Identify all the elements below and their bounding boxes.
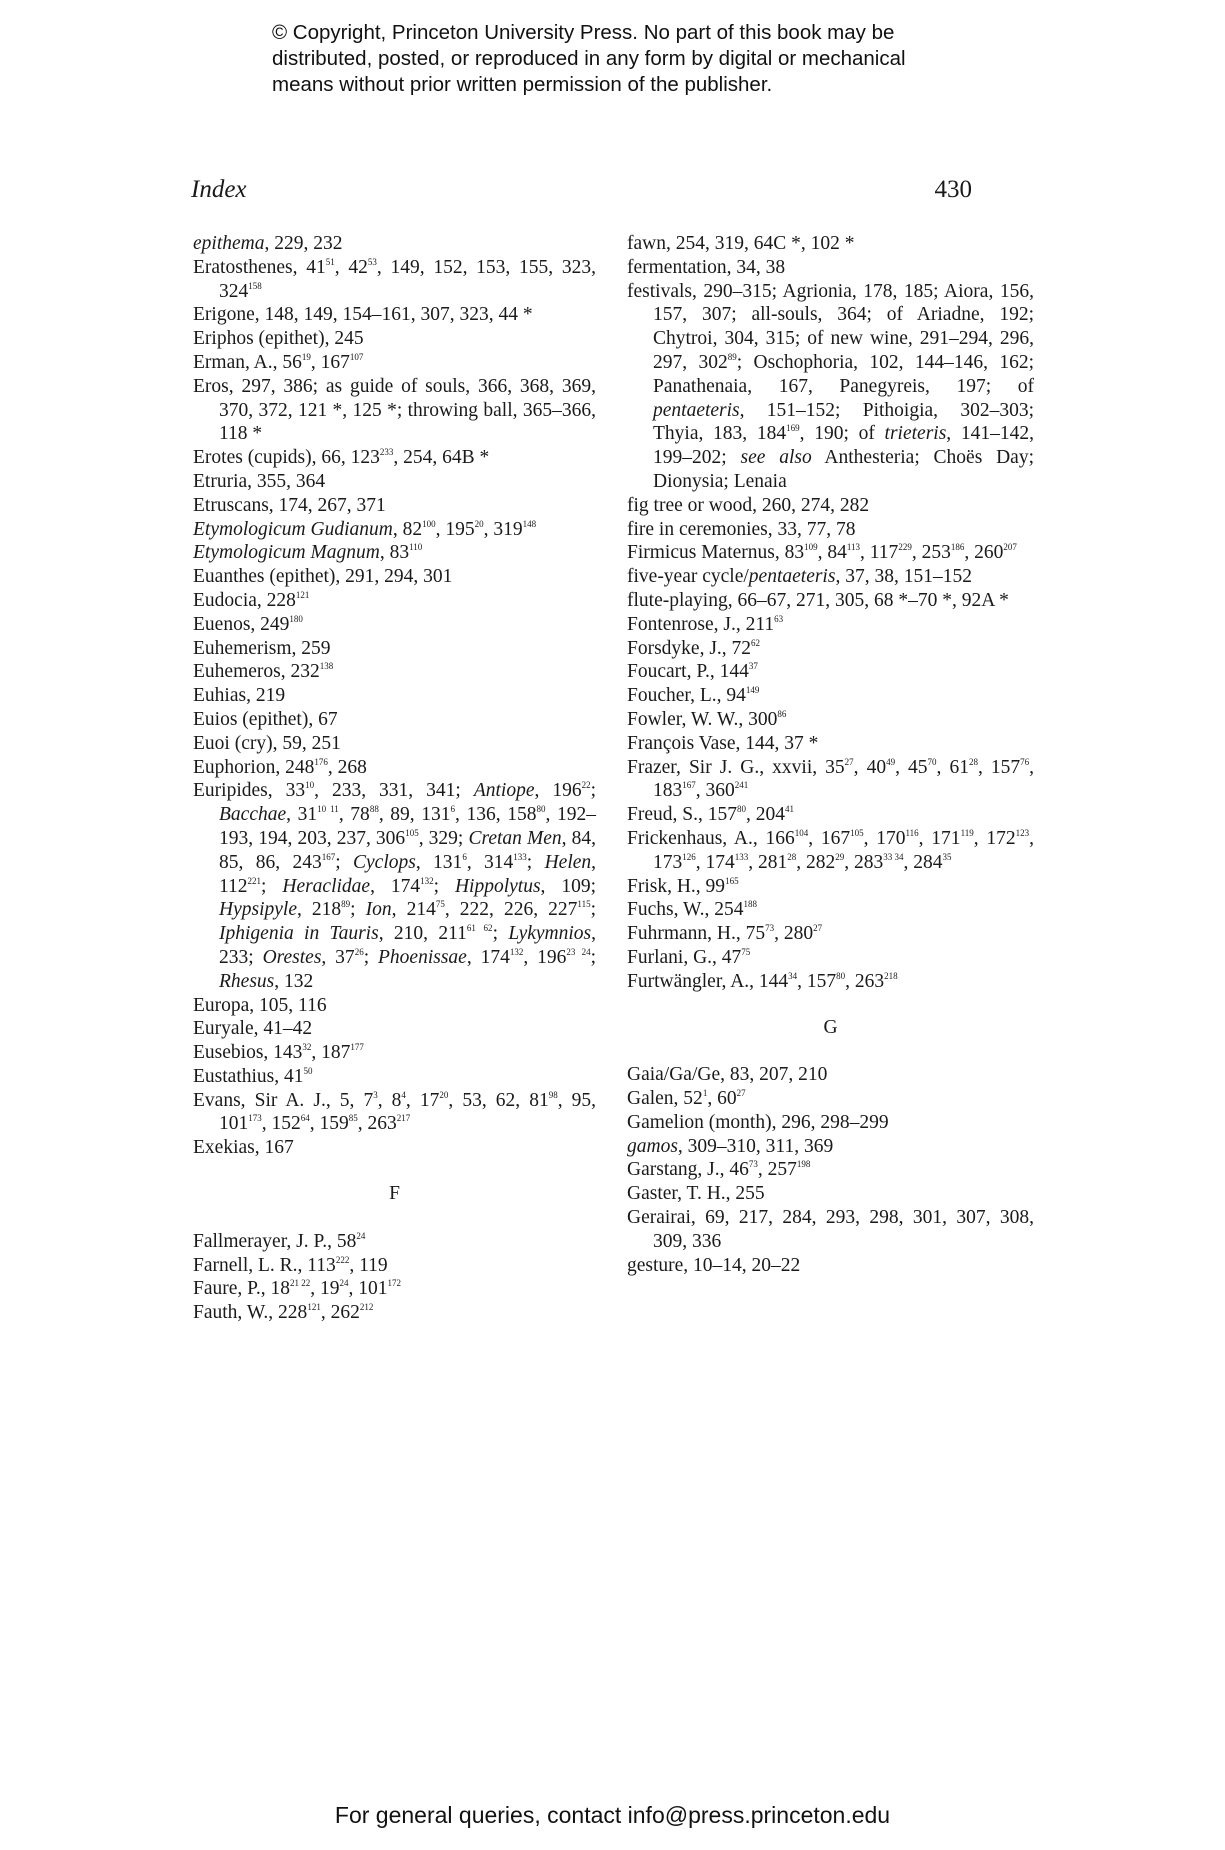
index-entry: Gaster, T. H., 255 — [627, 1183, 765, 1205]
index-entry: Freud, S., $157^{80}$, $204^{41}$ — [627, 804, 794, 826]
index-entry: Euanthes (epithet), 291, 294, 301 — [193, 566, 453, 588]
index-entry: Etymologicum Magnum, $83^{110}$ — [193, 542, 423, 564]
index-entry: Eusebios, $143^{32}$, $187^{177}$ — [193, 1042, 364, 1064]
index-entry: Firmicus Maternus, $83^{109}$, $84^{113}$, $117^{229}$, $253^{186}$, $260^{207}$ — [627, 542, 1017, 564]
index-entry: Euios (epithet), 67 — [193, 708, 338, 730]
index-entry: Euhemeros, $232^{138}$ — [193, 661, 334, 683]
index-entry: Garstang, J., $46^{73}$, $257^{198}$ — [627, 1159, 811, 1181]
index-entry: Etruscans, 174, 267, 371 — [193, 494, 386, 516]
index-entry: fawn, 254, 319, 64C *, 102 * — [627, 233, 855, 254]
index-entry: Eriphos (epithet), 245 — [193, 328, 364, 350]
index-entries-f — [193, 1230, 596, 1325]
index-entry: Gaia/Ga/Ge, 83, 207, 210 — [627, 1064, 828, 1086]
index-entry: Euphorion, $248^{176}$, 268 — [193, 756, 367, 778]
section-heading-f: F — [389, 1183, 400, 1205]
index-entry: Forsdyke, J., $72^{62}$ — [627, 637, 761, 659]
index-entry: Foucher, L., $94^{149}$ — [627, 685, 760, 707]
index-entry: fire in ceremonies, 33, 77, 78 — [627, 518, 856, 540]
index-column-left — [193, 232, 596, 1325]
index-entry: Eustathius, $41^{50}$ — [193, 1065, 313, 1087]
index-entry: Euenos, $249^{180}$ — [193, 613, 303, 635]
running-header — [191, 176, 972, 210]
index-entry: Euripides, $33^{10}$, 233, 331, 341; Antiope, $196^{22}$; Bacchae, $31^{10 11}$, $78^{88}$, 89, $131^6$, 136, $158^{80}$, 192–193, 194, 203, 237, $306^{105}$, 329; Cretan Men, 84, 85, 86, $243^{167}$; Cyclops, $131^6$, $314^{133}$; Helen, $112^{221}$; Heraclidae, $174^{132}$; Hippolytus, 109; Hypsipyle, $218^{89}$; Ion, $214^{75}$, 222, 226, $227^{115}$; Iphigenia in Tauris, 210, $211^{61 62}$; Lykymnios, 233; Orestes, $37^{26}$; Phoenissae, $174^{132}$, $196^{23 24}$; Rhesus, 132 — [193, 780, 597, 992]
index-entry: Galen, $52^1$, $60^{27}$ — [627, 1088, 746, 1110]
index-entry: Fuhrmann, H., $75^{73}$, $280^{27}$ — [627, 923, 823, 945]
index-entry: Europa, 105, 116 — [193, 994, 327, 1016]
index-entry: fermentation, 34, 38 — [627, 256, 786, 278]
index-entries-e — [193, 232, 596, 1160]
index-entry: five-year cycle/pentaeteris, 37, 38, 151–152 — [627, 566, 972, 588]
copyright-line: © Copyright, Princeton University Press. No part of this book may be — [272, 21, 895, 44]
section-heading-g: G — [823, 1016, 838, 1038]
index-entry: Farnell, L. R., $113^{222}$, 119 — [193, 1254, 388, 1276]
index-entry: Foucart, P., $144^{37}$ — [627, 661, 758, 683]
index-entry: gesture, 10–14, 20–22 — [627, 1254, 801, 1276]
index-entries-g — [627, 1063, 1034, 1277]
index-entry: Fontenrose, J., $211^{63}$ — [627, 613, 784, 635]
index-entry: flute-playing, 66–67, 271, 305, 68 *–70 *, 92A * — [627, 589, 1009, 611]
index-entry: Fallmerayer, J. P., $58^{24}$ — [193, 1230, 366, 1252]
index-column-right — [627, 232, 1034, 1277]
index-entries-f-cont — [627, 232, 1034, 994]
index-entry: Eros, 297, 386; as guide of souls, 366, 368, 369, 370, 372, 121 *, 125 *; throwing ball, 365–366, 118 * — [193, 375, 596, 445]
index-entry: Erigone, 148, 149, 154–161, 307, 323, 44 * — [193, 304, 533, 326]
index-entry: Etymologicum Gudianum, $82^{100}$, $195^{20}$, $319^{148}$ — [193, 518, 537, 540]
copyright-line: distributed, posted, or reproduced in any form by digital or mechanical — [272, 47, 906, 70]
index-entry: Eudocia, $228^{121}$ — [193, 589, 310, 611]
copyright-notice — [272, 20, 972, 98]
index-entry: François Vase, 144, 37 * — [627, 732, 819, 754]
index-entry: Frazer, Sir J. G., xxvii, $35^{27}$, $40^{49}$, $45^{70}$, $61^{28}$, $157^{76}$, $183^{167}$, $360^{241}$ — [627, 756, 1035, 802]
index-entry: Fowler, W. W., $300^{86}$ — [627, 708, 787, 730]
index-entry: Eratosthenes, $41^{51}$, $42^{53}$, 149, 152, 153, 155, 323, $324^{158}$ — [193, 256, 597, 302]
index-entry: Fuchs, W., $254^{188}$ — [627, 899, 757, 921]
index-entry: Euryale, 41–42 — [193, 1018, 313, 1040]
footer-contact: For general queries, contact info@press.princeton.edu — [334, 1802, 891, 1828]
index-entry: festivals, 290–315; Agrionia, 178, 185; Aiora, 156, 157, 307; all-souls, 364; of Ariadne, 192; Chytroi, 304, 315; of new wine, 291–294, 296, 297, $302^{89}$; Oschophoria, 102, 144–146, 162; Panathenaia, 167, Panegyreis, 197; of pentaeteris, 151–152; Pithoigia, 302–303; Thyia, 183, $184^{169}$, 190; of trieteris, 141–142, 199–202; see also Anthesteria; Choës Day; Dionysia; Lenaia — [627, 280, 1035, 492]
page-number: 430 — [934, 176, 972, 203]
index-entry: Euhemerism, 259 — [193, 637, 331, 659]
index-entry: Euoi (cry), 59, 251 — [193, 732, 341, 754]
index-entry: Furlani, G., $47^{75}$ — [627, 946, 751, 968]
index-entry: epithema, 229, 232 — [193, 233, 343, 254]
index-entry: Etruria, 355, 364 — [193, 470, 326, 492]
index-entry: Furtwängler, A., $144^{34}$, $157^{80}$, $263^{218}$ — [627, 970, 898, 992]
index-entry: gamos, 309–310, 311, 369 — [627, 1135, 834, 1157]
page-title: Index — [191, 176, 247, 203]
index-entry: Erotes (cupids), 66, $123^{233}$, 254, 64B * — [193, 447, 490, 469]
index-entry: Exekias, 167 — [193, 1137, 294, 1159]
index-entry: Euhias, 219 — [193, 685, 286, 707]
copyright-line: means without prior written permission of the publisher. — [272, 73, 773, 96]
index-entry: Faure, P., $18^{21 22}$, $19^{24}$, $101^{172}$ — [193, 1278, 401, 1300]
index-entry: Erman, A., $56^{19}$, $167^{107}$ — [193, 351, 364, 373]
index-entry: Gamelion (month), 296, 298–299 — [627, 1111, 889, 1133]
index-entry: Frisk, H., $99^{165}$ — [627, 875, 739, 897]
index-entry: Gerairai, 69, 217, 284, 293, 298, 301, 307, 308, 309, 336 — [627, 1207, 1034, 1252]
index-entry: fig tree or wood, 260, 274, 282 — [627, 494, 870, 516]
index-entry: Evans, Sir A. J., 5, $7^3$, $8^4$, $17^{20}$, 53, 62, $81^{98}$, 95, $101^{173}$, $152^{64}$, $159^{85}$, $263^{217}$ — [193, 1089, 597, 1135]
index-entry: Fauth, W., $228^{121}$, $262^{212}$ — [193, 1302, 374, 1324]
index-entry: Frickenhaus, A., $166^{104}$, $167^{105}$, $170^{116}$, $171^{119}$, $172^{123}$, $173^{126}$, $174^{133}$, $281^{28}$, $282^{29}$, $283^{33 34}$, $284^{35}$ — [627, 827, 1034, 873]
